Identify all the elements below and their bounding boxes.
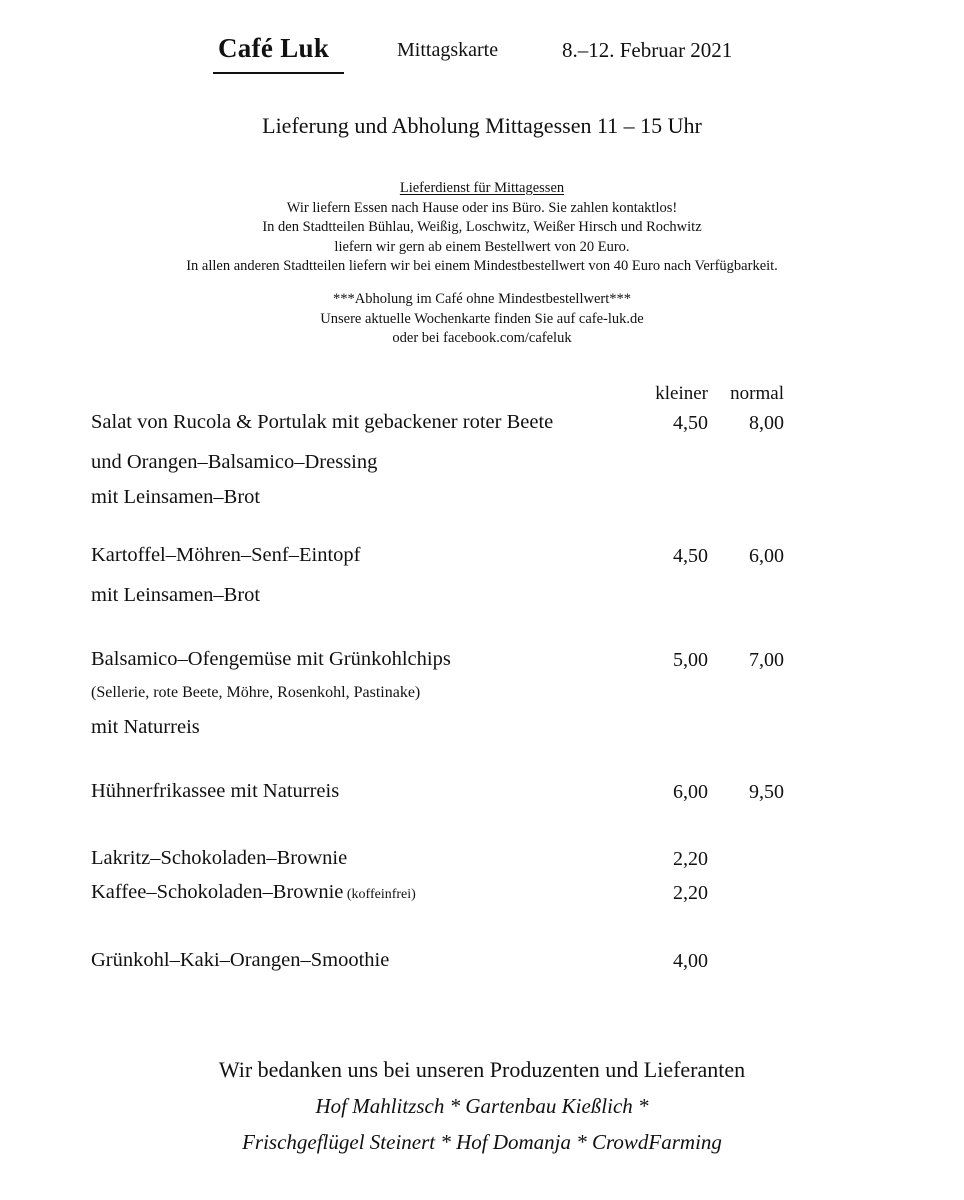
menu-item-qualifier: (koffeinfrei) bbox=[346, 887, 416, 902]
menu-item-subline: mit Leinsamen–Brot bbox=[91, 584, 261, 606]
page-header bbox=[0, 33, 964, 81]
menu-item-price-small: 4,50 bbox=[673, 545, 708, 567]
menu-item-subline: mit Naturreis bbox=[91, 716, 200, 738]
menu-item-ingredients: (Sellerie, rote Beete, Möhre, Rosenkohl, Pastinake) bbox=[91, 684, 421, 701]
menu-item bbox=[0, 881, 964, 949]
menu-item-name: Lakritz–Schokoladen–Brownie bbox=[91, 847, 348, 869]
menu-item-price-small: 2,20 bbox=[673, 848, 708, 870]
delivery-info-line-3: liefern wir gern ab einem Bestellwert von 20 Euro. bbox=[334, 238, 630, 255]
price-column-headers bbox=[0, 383, 964, 411]
website-note: Unsere aktuelle Wochenkarte finden Sie auf cafe-luk.de bbox=[320, 310, 644, 327]
menu-item-price-normal: 8,00 bbox=[749, 412, 784, 434]
delivery-info-block bbox=[0, 179, 964, 277]
menu-item-price-small: 6,00 bbox=[673, 781, 708, 803]
menu-item-price-small: 4,00 bbox=[673, 950, 708, 972]
menu-kind-label: Mittagskarte bbox=[397, 39, 499, 61]
service-hours-line: Lieferung und Abholung Mittagessen 11 – 15 Uhr bbox=[262, 113, 702, 138]
menu-item bbox=[0, 544, 964, 648]
page-footer bbox=[0, 1052, 964, 1160]
facebook-note: oder bei facebook.com/cafeluk bbox=[392, 330, 572, 346]
footer-producers-line-2: Frischgeflügel Steinert * Hof Domanja * CrowdFarming bbox=[242, 1130, 722, 1154]
menu-item-name: Kartoffel–Möhren–Senf–Eintopf bbox=[91, 544, 361, 566]
footer-producers-line-1: Hof Mahlitzsch * Gartenbau Kießlich * bbox=[315, 1094, 649, 1118]
menu-item bbox=[0, 847, 964, 881]
menu-item-name-text: Kaffee–Schokoladen–Brownie bbox=[91, 881, 344, 903]
column-header-normal: normal bbox=[730, 383, 784, 404]
pickup-note: ***Abholung im Café ohne Mindestbestellwert*** bbox=[332, 291, 631, 307]
column-header-small: kleiner bbox=[655, 383, 708, 404]
menu-item bbox=[0, 780, 964, 847]
delivery-info-line-2: In den Stadtteilen Bühlau, Weißig, Loschwitz, Weißer Hirsch und Rochwitz bbox=[262, 219, 702, 235]
menu-item-price-normal: 6,00 bbox=[749, 545, 784, 567]
menu-item-price-small: 4,50 bbox=[673, 412, 708, 434]
footer-thanks-line: Wir bedanken uns bei unseren Produzenten und Lieferanten bbox=[218, 1057, 746, 1082]
menu-item-name: Hühnerfrikassee mit Naturreis bbox=[91, 780, 340, 802]
menu-list bbox=[0, 383, 964, 983]
delivery-info-line-1: Wir liefern Essen nach Hause oder ins Büro. Sie zahlen kontaktlos! bbox=[286, 199, 678, 216]
menu-item bbox=[0, 648, 964, 780]
brand-title: Café Luk bbox=[218, 33, 330, 63]
menu-item-name bbox=[91, 881, 416, 904]
menu-item-name: Salat von Rucola & Portulak mit gebackener roter Beete bbox=[91, 411, 554, 433]
menu-item-name: Balsamico–Ofengemüse mit Grünkohlchips bbox=[91, 648, 451, 670]
menu-item bbox=[0, 411, 964, 544]
menu-item-subline: mit Leinsamen–Brot bbox=[91, 486, 261, 508]
menu-item-price-small: 2,20 bbox=[673, 882, 708, 904]
menu-item-name: Grünkohl–Kaki–Orangen–Smoothie bbox=[91, 949, 390, 971]
delivery-info-heading: Lieferdienst für Mittagessen bbox=[399, 180, 565, 196]
pickup-info-block bbox=[0, 290, 964, 349]
menu-item-subline: und Orangen–Balsamico–Dressing bbox=[91, 451, 378, 473]
menu-item bbox=[0, 949, 964, 983]
delivery-info-line-4: In allen anderen Stadtteilen liefern wir bei einem Mindestbestellwert von 40 Euro nach Verfügbarkeit. bbox=[186, 258, 778, 274]
brand-underline-rule bbox=[213, 72, 344, 74]
menu-item-price-small: 5,00 bbox=[673, 649, 708, 671]
menu-item-price-normal: 7,00 bbox=[749, 649, 784, 671]
menu-item-price-normal: 9,50 bbox=[749, 781, 784, 803]
menu-date-range: 8.–12. Februar 2021 bbox=[562, 38, 733, 62]
